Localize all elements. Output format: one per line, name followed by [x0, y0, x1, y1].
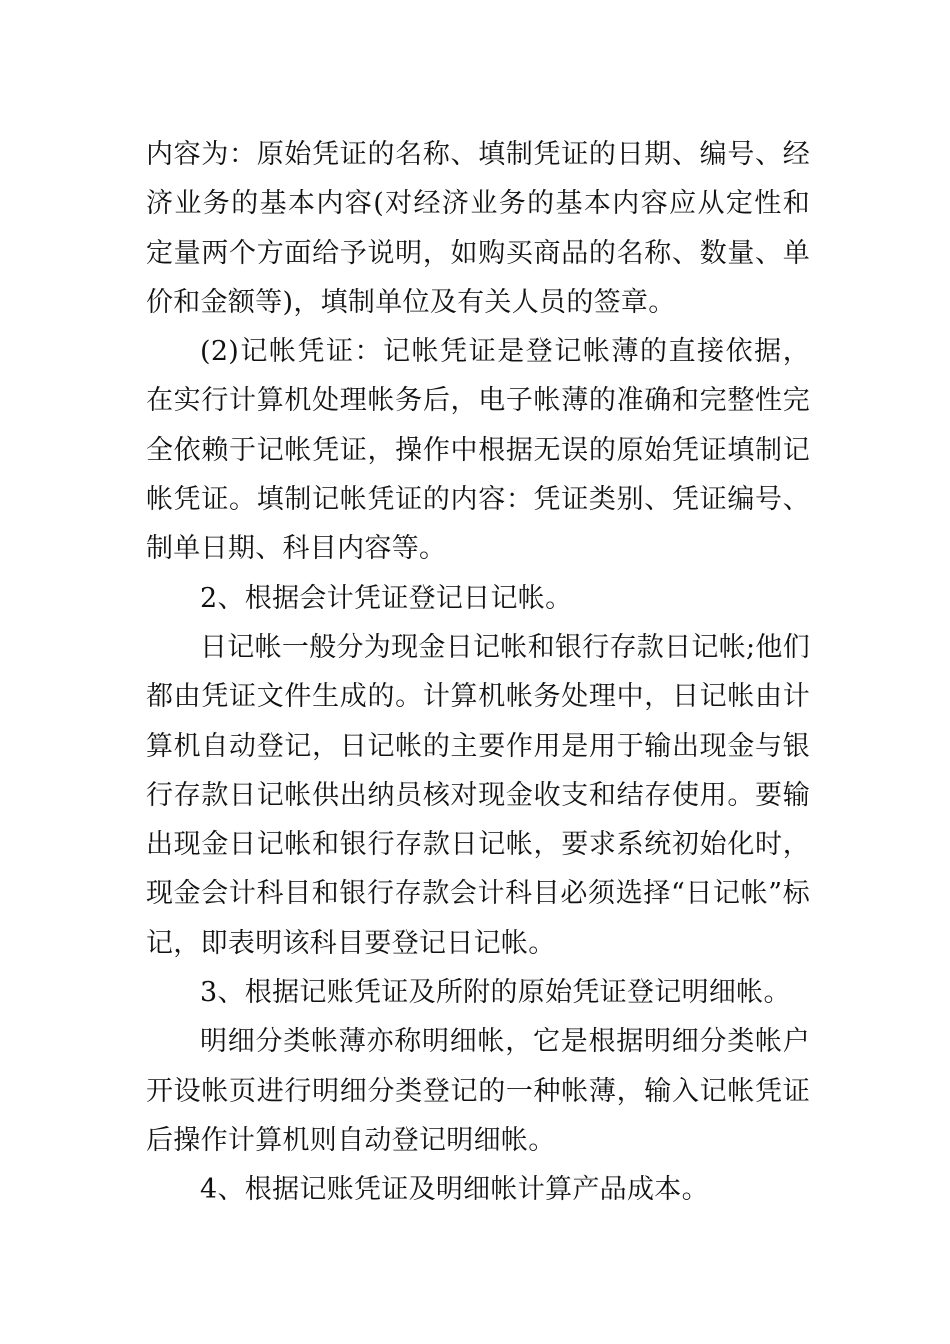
- heading-journal-entry: 2、根据会计凭证登记日记帐。: [200, 582, 573, 614]
- heading-detail-ledger: 3、根据记账凭证及所附的原始凭证登记明细帐。: [200, 977, 791, 1009]
- paragraph-voucher-contents: 内容为：原始凭证的名称、填制凭证的日期、编号、经济业务的基本内容(对经济业务的基本内容应从定性和定量两个方面给予说明，如购买商品的名称、数量、单价和金额等)，填制单位及有关人员的签章。: [146, 139, 810, 318]
- heading-product-cost: 4、根据记账凭证及明细帐计算产品成本。: [200, 1174, 709, 1206]
- paragraph-journal: 日记帐一般分为现金日记帐和银行存款日记帐;他们都由凭证文件生成的。计算机帐务处理中，日记帐由计算机自动登记，日记帐的主要作用是用于输出现金与银行存款日记帐供出纳员核对现金收支和结存使用。要输出现金日记帐和银行存款日记帐，要求系统初始化时，现金会计科目和银行存款会计科目必须选择“日记帐”标记，即表明该科目要登记日记帐。: [146, 631, 810, 959]
- paragraph-detail-ledger: 明细分类帐薄亦称明细帐，它是根据明细分类帐户开设帐页进行明细分类登记的一种帐薄，输入记帐凭证后操作计算机则自动登记明细帐。: [146, 1026, 810, 1156]
- document-body: [146, 130, 810, 1215]
- paragraph-bookkeeping-voucher: (2)记帐凭证：记帐凭证是登记帐薄的直接依据，在实行计算机处理帐务后，电子帐薄的准确和完整性完全依赖于记帐凭证，操作中根据无误的原始凭证填制记帐凭证。填制记帐凭证的内容：凭证类别、凭证编号、制单日期、科目内容等。: [146, 336, 810, 565]
